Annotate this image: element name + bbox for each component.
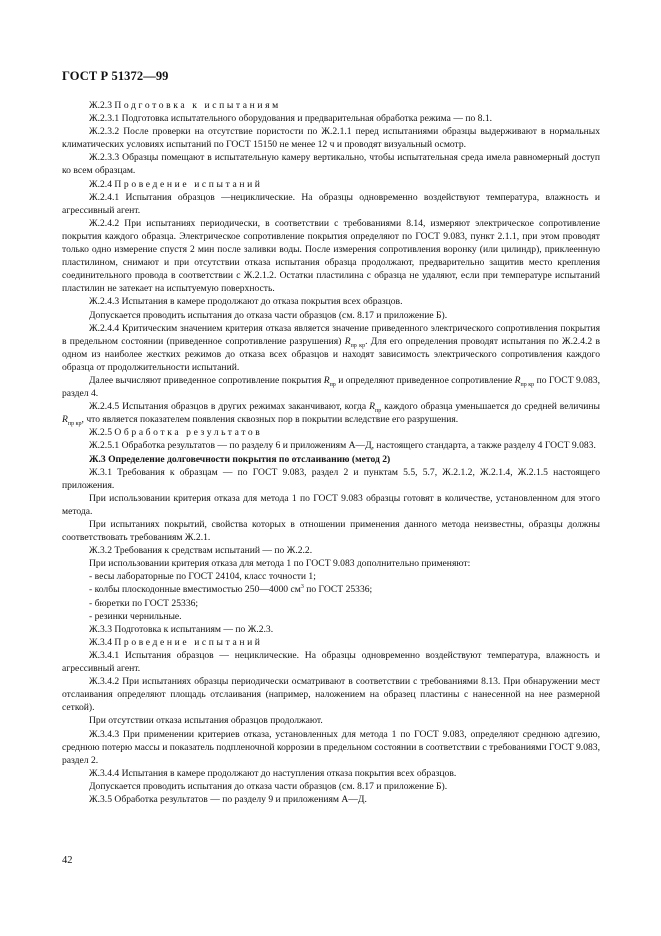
list-item: - бюретки по ГОСТ 25336; (89, 597, 199, 609)
text-run: и определяют приведенное сопротивление (338, 374, 513, 386)
document-body (62, 99, 600, 806)
document-standard-id: ГОСТ Р 51372—99 (62, 69, 169, 83)
paragraph-method1-extra: При использовании критерия отказа для метода 1 по ГОСТ 9.083 дополнительно применяют: (89, 558, 471, 570)
section-title: Проведение испытаний (114, 636, 263, 648)
paragraph-z344: Ж.3.4.4 Испытания в камере продолжают до наступления отказа покрытия всех образцов. (89, 767, 457, 779)
text-run: каждого образца уменьшается до средней величины (384, 401, 600, 413)
paragraph-z231: Ж.2.3.1 Подготовка испытательного оборудования и предварительная обработка режима — по 8.1. (89, 113, 493, 125)
section-title: Обработка результатов (114, 427, 263, 439)
text-run: по ГОСТ 25336; (303, 584, 373, 596)
text-run: Далее вычисляют приведенное сопротивление покрытия (89, 374, 322, 386)
paragraph-z33: Ж.3.3 Подготовка к испытаниям — по Ж.2.3. (89, 623, 274, 635)
paragraph-z241: Ж.2.4.1 Испытания образцов —нециклические. На образцы одновременно воздействуют температура, влажность и агрессивный агент. (62, 191, 600, 216)
symbol-r: R (344, 335, 351, 347)
symbol-subscript: пр (329, 381, 336, 388)
list-item: - резинки чернильные. (89, 610, 182, 622)
paragraph-allowance-1: Допускается проводить испытания до отказа части образцов (см. 8.17 и приложение Б). (89, 309, 448, 321)
paragraph-z342: Ж.3.4.2 При испытаниях образцы периодически осматривают в соответствии с требованиями 8.13. При обнаружении мест отслаивания определяют площадь отслаивания (например, наложением на образец пластины с нанесенной на нее размерной сеткой). (62, 676, 600, 714)
text-run: - колбы плоскодонные вместимостью 250—4000 см (89, 584, 301, 596)
paragraph-z242: Ж.2.4.2 При испытаниях периодически, в соответствии с требованиями 8.14, измеряют электрическое сопротивление покрытия каждого образца. Электрическое сопротивление покрытия определяют по ГОСТ 9.083, пункт 2.1.1, при этом проводят только одно измерение спустя 2 мин после заливки воды. После измерения сопротивления воронку (или цилиндр), приклеенную пластилином, снимают и при отсутствии отказа испытания образца продолжают, предварительно защитив место крепления соединительного провода в соответствии с Ж.2.1.2. Остатки пластилина с образца не удаляют, если при температуре испытаний пластилин не затекает на испытуемую поверхность. (62, 217, 600, 295)
paragraph-no-failure: При отсутствии отказа испытания образцов продолжают. (89, 715, 323, 727)
text-run: Ж.2.4.4 Критическим значением критерия отказа является значение приведенного электрического сопротивления покрытия в предельном состоянии (приведенное сопротивление разрушения) (62, 322, 600, 347)
section-heading-z34 (62, 636, 600, 649)
text-run: . Для его определения проводят испытания по Ж.2.4.2 в одном из наиболее жестких режимов до отказа всех образцов и находят зависимость электрического сопротивления каждого образца от продолжительности испытаний. (62, 335, 600, 373)
superscript: 3 (300, 584, 304, 591)
symbol-subscript: пр (374, 408, 382, 415)
paragraph-method1: При использовании критерия отказа для метода 1 по ГОСТ 9.083 образцы готовят в количестве, установленном для этого метода. (62, 492, 600, 517)
paragraph-z243: Ж.2.4.3 Испытания в камере продолжают до отказа покрытия всех образцов. (89, 296, 403, 308)
paragraph-z245 (62, 400, 600, 426)
paragraph-z343: Ж.3.4.3 При применении критериев отказа, установленных для метода 1 по ГОСТ 9.083, определяют среднюю адгезию, среднюю потерю массы и показатель подпленочной коррозии в предельном состоянии в соответствии с требованиями ГОСТ 9.083, раздел 2. (62, 728, 600, 766)
symbol-r: R (514, 374, 521, 386)
paragraph-unknown-coatings: При испытаниях покрытий, свойства которых в отношении применения данного метода неизвестны, образцы должны соответствовать требованиям Ж.2.1. (62, 519, 600, 544)
paragraph-z341: Ж.3.4.1 Испытания образцов — нециклические. На образцы одновременно воздействуют температура, влажность и агрессивный агент. (62, 649, 600, 675)
symbol-r: R (369, 401, 375, 413)
section-number: Ж.3.4 (89, 636, 112, 648)
section-number: Ж.2.4 (89, 178, 112, 190)
paragraph-allowance-2: Допускается проводить испытания до отказа части образцов (см. 8.17 и приложение Б). (89, 780, 448, 792)
paragraph-further (62, 374, 600, 400)
paragraph-z233: Ж.2.3.3 Образцы помещают в испытательную камеру вертикально, чтобы испытательная среда имела равномерный доступ ко всем образцам. (62, 152, 600, 177)
list-item: - весы лабораторные по ГОСТ 24104, класс точности 1; (89, 571, 316, 583)
symbol-subscript: пр кр (520, 381, 535, 388)
section-heading-z24 (62, 178, 600, 191)
heading-z3: Ж.3 Определение долговечности покрытия по отслаиванию (метод 2) (89, 453, 391, 465)
symbol-subscript: пр кр (67, 421, 82, 428)
section-title: Подготовка к испытаниям (114, 100, 281, 111)
text-run: Ж.2.4.5 Испытания образцов в других режимах заканчивают, когда (89, 401, 367, 413)
paragraph-z35: Ж.3.5 Обработка результатов — по разделу 9 и приложениям А—Д. (89, 793, 367, 805)
paragraph-z31: Ж.3.1 Требования к образцам — по ГОСТ 9.083, раздел 2 и пунктам 5.5, 5.7, Ж.2.1.2, Ж.2.1.4, Ж.2.1.5 настоящего приложения. (62, 466, 600, 491)
symbol-r: R (323, 374, 330, 386)
symbol-subscript: пр кр (350, 342, 366, 349)
symbol-r: R (62, 414, 68, 426)
page-number: 42 (62, 855, 73, 866)
section-heading-z25 (62, 426, 600, 439)
section-heading-z23 (62, 99, 600, 112)
text-run: по ГОСТ 9.083, раздел 4. (62, 374, 600, 400)
paragraph-z32: Ж.3.2 Требования к средствам испытаний — по Ж.2.2. (89, 545, 313, 557)
list-item (62, 583, 600, 596)
paragraph-z232: Ж.2.3.2 После проверки на отсутствие пористости по Ж.2.1.1 перед испытаниями образцы выдерживают в нормальных климатических условиях испытаний по ГОСТ 15150 не менее 12 ч и проводят визуальный осмотр. (62, 126, 600, 151)
section-number: Ж.2.5 (89, 427, 112, 439)
text-run: , что является показателем появления сквозных пор в покрытии вследствие его разрушения. (81, 414, 459, 426)
section-number: Ж.2.3 (89, 100, 112, 111)
paragraph-z251: Ж.2.5.1 Обработка результатов — по разделу 6 и приложениям А—Д, настоящего стандарта, а также разделу 4 ГОСТ 9.083. (89, 440, 596, 452)
section-title: Проведение испытаний (114, 178, 263, 190)
paragraph-z244 (62, 322, 600, 374)
